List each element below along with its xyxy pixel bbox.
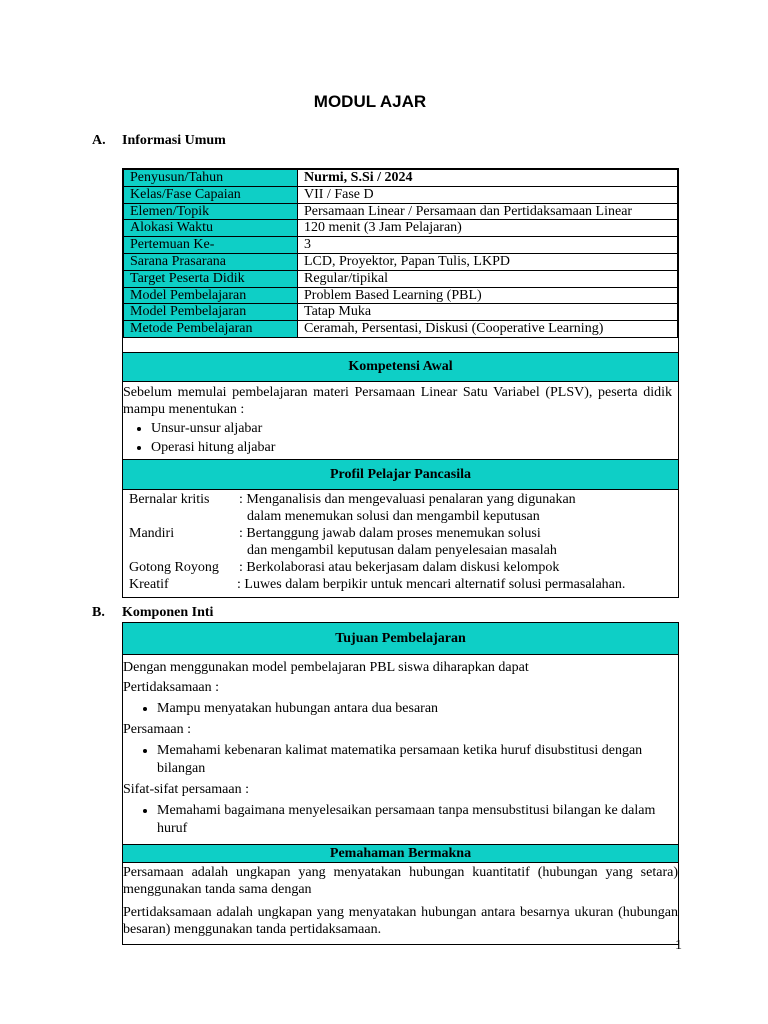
tujuan-item: • Mampu menyatakan hubungan antara dua besaran: [157, 700, 672, 718]
info-value: VII / Fase D: [298, 186, 678, 203]
info-row: [124, 203, 678, 220]
profil-label: Bernalar kritis: [129, 491, 210, 507]
info-table: [123, 169, 678, 338]
tujuan-intro: Dengan menggunakan model pembelajaran PBL siswa diharapkan dapat: [123, 660, 529, 675]
info-label: Kelas/Fase Capaian: [124, 186, 298, 203]
profil-text: : Berkolaborasi atau bekerjasam dalam diskusi kelompok: [239, 559, 560, 575]
info-value: Problem Based Learning (PBL): [298, 287, 678, 304]
profil-text: dalam menemukan solusi dan mengambil keputusan: [247, 508, 540, 524]
pemahaman-p2: Pertidaksamaan adalah ungkapan yang menyatakan hubungan antara besarnya ukuran (hubungan besaran) menggunakan tanda pertidaksamaan.: [123, 905, 678, 937]
info-label: Model Pembelajaran: [124, 304, 298, 321]
info-value: Nurmi, S.Si / 2024: [298, 170, 678, 187]
table-spacer: [123, 338, 678, 353]
info-label: Target Peserta Didik: [124, 270, 298, 287]
section-b-label: Komponen Inti: [122, 605, 214, 620]
profil-label: Gotong Royong: [129, 559, 219, 575]
profil-row-gotong-royong: [129, 559, 672, 576]
profil-label: Kreatif: [129, 576, 169, 592]
profil-row-mandiri: [129, 525, 672, 559]
section-b-letter: B.: [92, 605, 105, 620]
profil-row-bernalar: [129, 491, 672, 525]
tujuan-body: [123, 655, 678, 844]
kompetensi-item: • Operasi hitung aljabar: [151, 438, 672, 457]
info-row: [124, 237, 678, 254]
section-b-heading: [92, 605, 213, 621]
tujuan-item: • Memahami kebenaran kalimat matematika persamaan ketika huruf disubstitusi dengan bilangan: [157, 742, 672, 778]
profil-body: [123, 490, 678, 597]
tujuan-group-label: Pertidaksamaan :: [123, 680, 220, 695]
kompetensi-item: • Unsur-unsur aljabar: [151, 419, 672, 438]
page-number: 1: [675, 938, 682, 953]
profil-text: : Menganalisis dan mengevaluasi penalaran yang digunakan: [239, 491, 576, 507]
info-label: Sarana Prasarana: [124, 253, 298, 270]
info-value: Regular/tipikal: [298, 270, 678, 287]
info-row: [124, 253, 678, 270]
info-value: Ceramah, Persentasi, Diskusi (Cooperative Learning): [298, 321, 678, 338]
kompetensi-awal-intro: Sebelum memulai pembelajaran materi Persamaan Linear Satu Variabel (PLSV), peserta didik mampu menentukan :: [123, 384, 672, 417]
info-row: [124, 186, 678, 203]
info-row: [124, 321, 678, 338]
pemahaman-p1: Persamaan adalah ungkapan yang menyatakan hubungan kuantitatif (hubungan yang setara) menggunakan tanda sama dengan: [123, 865, 678, 897]
tujuan-heading: Tujuan Pembelajaran: [123, 623, 678, 655]
section-a-label: Informasi Umum: [122, 133, 226, 148]
section-a-heading: [92, 133, 226, 149]
info-label: Model Pembelajaran: [124, 287, 298, 304]
info-row: [124, 287, 678, 304]
info-label: Elemen/Topik: [124, 203, 298, 220]
profil-row-kreatif: [129, 576, 672, 593]
profil-text: : Bertanggung jawab dalam proses menemukan solusi: [239, 525, 541, 541]
profil-text: dan mengambil keputusan dalam penyelesaian masalah: [247, 542, 557, 558]
profil-text: : Luwes dalam berpikir untuk mencari alternatif solusi permasalahan.: [237, 576, 626, 592]
pemahaman-body: [123, 863, 678, 944]
info-label: Penyusun/Tahun: [124, 170, 298, 187]
profil-label: Mandiri: [129, 525, 175, 541]
document-title: MODUL AJAR: [313, 92, 427, 111]
tujuan-group-label: Persamaan :: [123, 722, 192, 737]
info-value: Tatap Muka: [298, 304, 678, 321]
info-row: [124, 170, 678, 187]
info-value: 120 menit (3 Jam Pelajaran): [298, 220, 678, 237]
section-a-letter: A.: [92, 133, 106, 148]
pemahaman-heading: Pemahaman Bermakna: [123, 844, 678, 863]
info-row: [124, 304, 678, 321]
tujuan-group-label: Sifat-sifat persamaan :: [123, 782, 249, 797]
info-label: Alokasi Waktu: [124, 220, 298, 237]
info-label: Pertemuan Ke-: [124, 237, 298, 254]
tujuan-item: • Memahami bagaimana menyelesaikan persamaan tanpa mensubstitusi bilangan ke dalam huruf: [157, 802, 672, 838]
profil-heading: Profil Pelajar Pancasila: [123, 459, 678, 490]
info-value: Persamaan Linear / Persamaan dan Pertidaksamaan Linear: [298, 203, 678, 220]
info-row: [124, 270, 678, 287]
kompetensi-awal-body: [123, 382, 678, 459]
informasi-umum-box: [122, 168, 679, 598]
komponen-inti-box: [122, 622, 679, 945]
kompetensi-awal-heading: Kompetensi Awal: [123, 353, 678, 382]
info-label: Metode Pembelajaran: [124, 321, 298, 338]
info-value: LCD, Proyektor, Papan Tulis, LKPD: [298, 253, 678, 270]
info-value: 3: [298, 237, 678, 254]
info-row: [124, 220, 678, 237]
